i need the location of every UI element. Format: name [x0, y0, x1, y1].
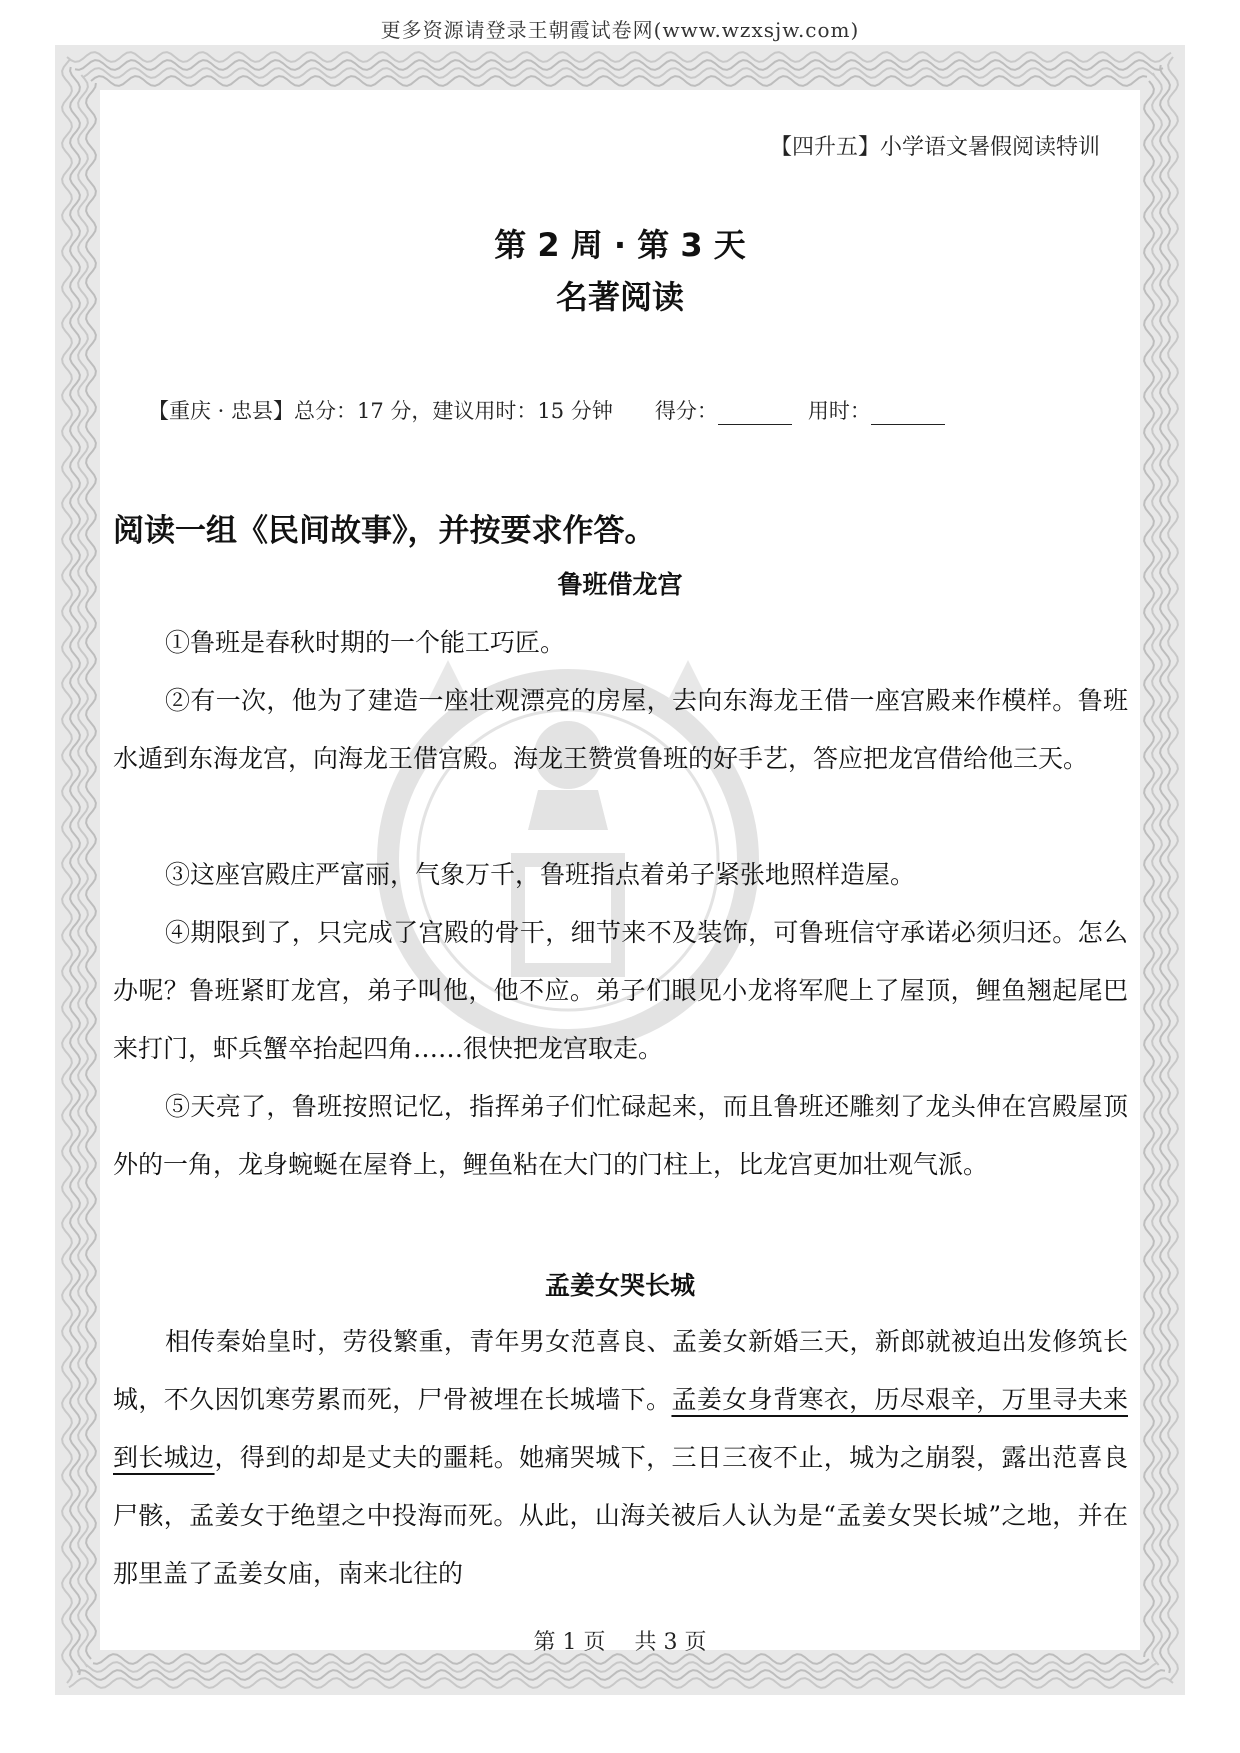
- story2-text-before: 相传秦始皇时，劳役繁重，青年男女范喜良、孟姜女新婚三天，新郎就被迫出发修筑长城，不久因饥寒劳累而死，尸骨被埋在长城墙下。: [113, 1327, 1128, 1414]
- reading-instruction: 阅读一组《民间故事》，并按要求作答。: [113, 513, 656, 549]
- story1-para-3: ③这座宫殿庄严富丽，气象万千，鲁班指点着弟子紧张地照样造屋。: [165, 860, 916, 889]
- story2-underlined-sentence: 孟姜女身背寒衣，历尽艰辛，万里寻夫来到长城边: [113, 1385, 1128, 1472]
- story2-title: 孟姜女哭长城: [544, 1271, 695, 1300]
- score-info-line: [148, 395, 955, 425]
- page-footer: 第 1 页 共 3 页: [533, 1630, 707, 1655]
- story2-text-after: ，得到的却是丈夫的噩耗。她痛哭城下，三日三夜不止，城为之崩裂，露出范喜良尸骸，孟姜女于绝望之中投海而死。从此，山海关被后人认为是“孟姜女哭长城”之地，并在那里盖了孟姜女庙，南来北往的: [113, 1443, 1128, 1588]
- score-blank[interactable]: [718, 404, 792, 425]
- page-subtitle: 名著阅读: [555, 278, 684, 316]
- story1-para-2: ②有一次，他为了建造一座壮观漂亮的房屋，去向东海龙王借一座宫殿来作模样。鲁班水遁到东海龙宫，向海龙王借宫殿。海龙王赞赏鲁班的好手艺，答应把龙宫借给他三天。: [113, 686, 1128, 773]
- story1-para-1: ①鲁班是春秋时期的一个能工巧匠。: [165, 628, 566, 657]
- time-blank[interactable]: [871, 404, 945, 425]
- site-banner: 更多资源请登录王朝霞试卷网(www.wzxsjw.com): [380, 18, 860, 42]
- story1-title: 鲁班借龙宫: [557, 570, 683, 599]
- story1-para-4: ④期限到了，只完成了宫殿的骨干，细节来不及装饰，可鲁班信守承诺必须归还。怎么办呢？鲁班紧盯龙宫，弟子叫他，他不应。弟子们眼见小龙将军爬上了屋顶，鲤鱼翘起尾巴来打门，虾兵蟹卒抬起四角……很快把龙宫取走。: [113, 918, 1128, 1063]
- page-title: 第 2 周 · 第 3 天: [494, 226, 746, 264]
- story2-para-1: [113, 1313, 1128, 1603]
- score-label: 得分：: [654, 399, 718, 423]
- time-label: 用时：: [807, 399, 871, 423]
- story1-para-5: ⑤天亮了，鲁班按照记忆，指挥弟子们忙碌起来，而且鲁班还雕刻了龙头伸在宫殿屋顶外的一角，龙身蜿蜒在屋脊上，鲤鱼粘在大门的门柱上，比龙宫更加壮观气派。: [113, 1092, 1128, 1179]
- source-and-score: 【重庆 · 忠县】总分：17 分，建议用时：15 分钟: [148, 399, 613, 423]
- series-header: 【四升五】小学语文暑假阅读特训: [769, 135, 1100, 160]
